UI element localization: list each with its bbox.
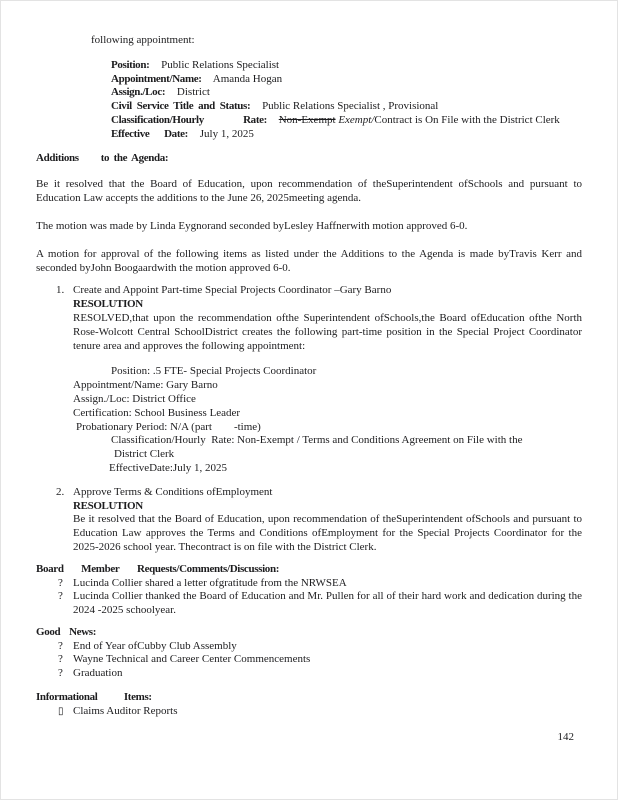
resolution-label: RESOLUTION: [73, 499, 143, 512]
appointment-row-civil-service: [111, 100, 582, 114]
detail-position: Position: .5 FTE- Special Projects Coordinator: [111, 365, 317, 378]
bullet-marker: ?: [58, 653, 63, 666]
section-heading-good-news: Good News:: [36, 625, 97, 638]
section-heading-board-member: Board Member Requests/Comments/Discussion:: [36, 562, 280, 575]
bullet-marker: ?: [58, 639, 63, 652]
page-number: 142: [557, 731, 574, 743]
appointment-row-name: [111, 73, 582, 87]
field-value-name: Amanda Hogan: [212, 72, 283, 85]
section-heading-informational: Informational Items:: [36, 691, 152, 704]
item-body: [73, 486, 582, 555]
field-label-name: Appointment/Name:: [111, 72, 202, 85]
detail-effective-date: EffectiveDate:July 1, 2025: [109, 461, 228, 474]
bullet-text: Claims Auditor Reports: [73, 704, 178, 717]
list-item: [58, 590, 582, 618]
strikethrough-text: Non-Exempt: [278, 113, 336, 126]
detail-probationary: Probationary Period: N/A (part -time): [76, 420, 261, 433]
list-item: [58, 705, 582, 719]
appointment-row-classification: [111, 114, 582, 128]
bullet-text: Wayne Technical and Career Center Commencements: [73, 653, 311, 666]
detail-classification-line2: District Clerk: [114, 448, 175, 461]
list-item: [58, 667, 582, 681]
item-number: 1.: [56, 284, 65, 297]
item-2-resolution-text: Be it resolved that the Board of Education, upon recommendation of theSuperintendent ofSchools and pursuant to Education Law approves the Terms and Conditions ofEmployment for the Special Projects Coordinator for the 2025-2026 school year. Thecontract is on file with the District Clerk.: [73, 513, 582, 553]
bullet-marker: ?: [58, 590, 63, 603]
detail-name: Appointment/Name: Gary Barno: [73, 379, 218, 392]
bullet-marker-box: ▯: [58, 705, 64, 717]
field-label-classification: Classification/Hourly Rate:: [111, 113, 267, 126]
item-1-resolution-text: RESOLVED,that upon the recommendation ofthe Superintendent ofSchools,the Board ofEducation ofthe North Rose-Wolcott Central SchoolDistrict creates the following part-time position in the Special Project Coordinator tenure area and approves the following appointment:: [73, 311, 582, 352]
field-value-effective-date: July 1, 2025: [199, 127, 254, 140]
list-item: [58, 653, 582, 667]
detail-classification-line1: Classification/Hourly Rate: Non-Exempt / Terms and Conditions Agreement on File with the: [111, 434, 523, 447]
bullet-text: End of Year ofCubby Club Assembly: [73, 639, 237, 652]
intro-line: following appointment:: [91, 34, 195, 46]
appointment-row-effective-date: [111, 128, 582, 142]
item-2-title: Approve Terms & Conditions ofEmployment: [73, 485, 273, 498]
field-value-civil-service: Public Relations Specialist , Provisional: [262, 100, 439, 113]
field-value-classification: Contract is On File with the District Clerk: [374, 113, 560, 126]
item-1-title: Create and Appoint Part-time Special Projects Coordinator –Gary Barno: [73, 284, 392, 297]
field-value-assign: District: [176, 86, 210, 99]
field-label-position: Position:: [111, 58, 150, 71]
bullet-text: Lucinda Collier thanked the Board of Education and Mr. Pullen for all of their hard work and dedication during the 2024 -2025 schoolyear.: [73, 590, 582, 617]
resolution-label: RESOLUTION: [73, 298, 143, 311]
paragraph-motion-approval: A motion for approval of the following items as listed under the Additions to the Agenda is made byTravis Kerr and seconded byJohn Boogaardwith the motion approved 6-0.: [36, 247, 582, 274]
list-item: [58, 577, 582, 591]
detail-certification: Certification: School Business Leader: [73, 406, 241, 419]
appointment-row-assign: [111, 86, 582, 100]
list-item: [58, 640, 582, 654]
field-label-effective-date: Effective Date:: [111, 127, 188, 140]
field-label-civil-service: Civil Service Title and Status:: [111, 100, 251, 113]
appointment-detail-block: [111, 59, 582, 142]
bullet-text: Graduation: [73, 667, 123, 680]
paragraph-motion-made: The motion was made by Linda Eygnorand seconded byLesley Haffnerwith motion approved 6-0.: [36, 219, 468, 232]
agenda-item-1: [56, 284, 582, 475]
bullet-marker: ?: [58, 576, 63, 589]
field-value-position: Public Relations Specialist: [161, 58, 280, 71]
item-1-detail-block: [73, 365, 582, 475]
section-heading-additions: Additions to the Agenda:: [36, 151, 169, 164]
field-label-assign: Assign./Loc:: [111, 86, 166, 99]
bullet-text: Lucinda Collier shared a letter ofgratitude from the NRWSEA: [73, 576, 347, 589]
agenda-item-2: [56, 486, 582, 555]
detail-assign: Assign./Loc: District Office: [73, 392, 196, 405]
paragraph-additions-resolved: Be it resolved that the Board of Education, upon recommendation of theSuperintendent ofSchools and pursuant to Education Law accepts the additions to the June 26, 2025meeting agenda.: [36, 178, 582, 205]
italic-text: Exempt/: [338, 113, 375, 126]
bullet-marker: ?: [58, 667, 63, 680]
item-number: 2.: [56, 485, 65, 498]
appointment-row-position: [111, 59, 582, 73]
item-body: [73, 284, 582, 475]
